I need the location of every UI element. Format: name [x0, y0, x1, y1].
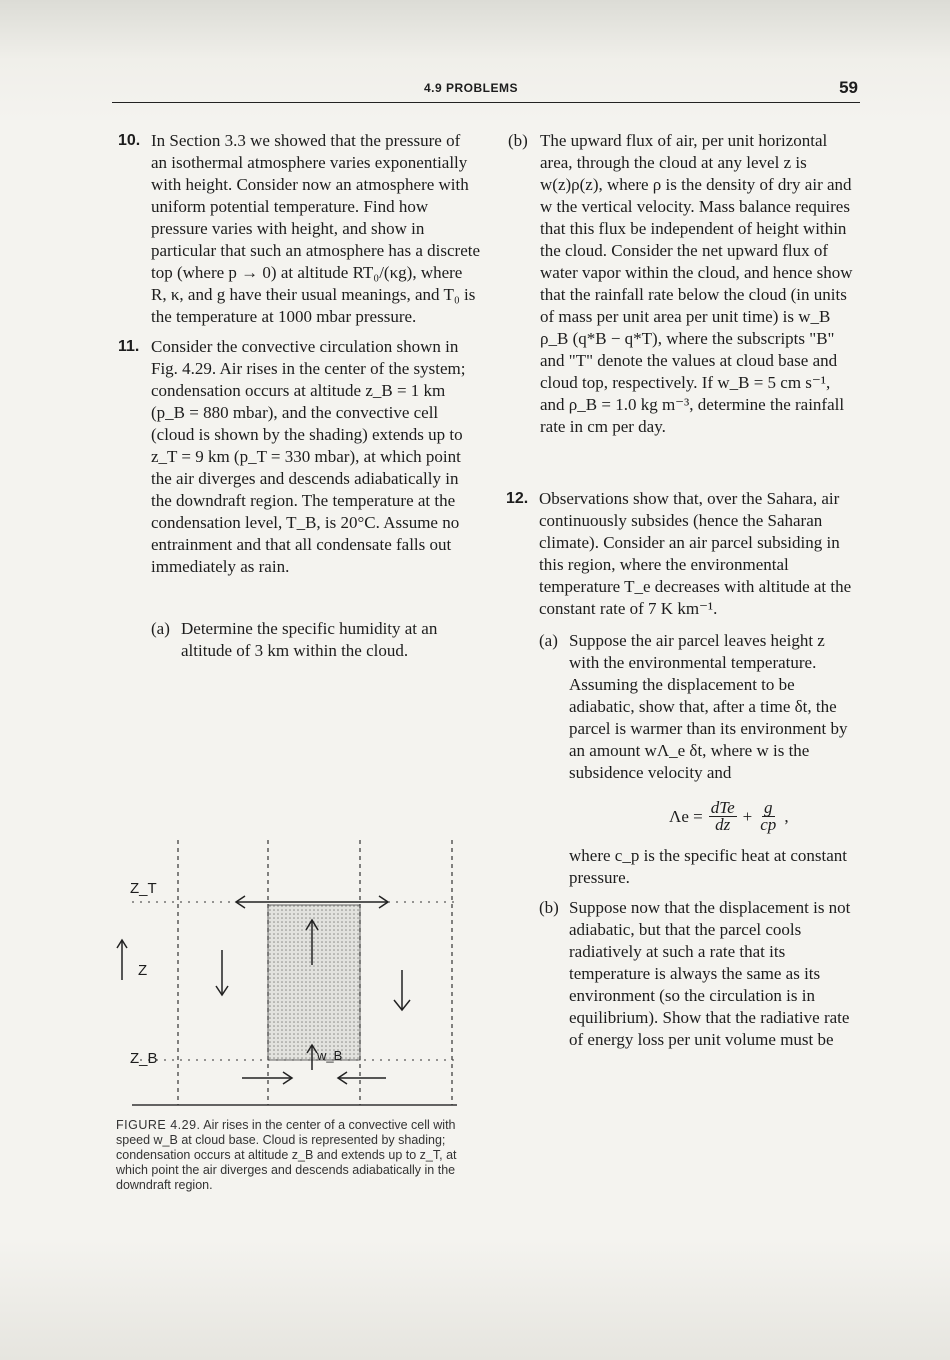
problem-12-part-a — [539, 630, 858, 889]
fraction-denominator: cp — [760, 815, 777, 834]
fraction-numerator: g — [764, 798, 773, 817]
problem-text: Consider the convective circulation shown in Fig. 4.29. Air rises in the center of the system; condensation occurs at altitude z_B = 1 km (p_B = 880 mbar), and the convective cell (cloud is shown by the shading) extends up to z_T = 9 km (p_T = 330 mbar), at which point the air diverges and descends adiabatically in the downdraft region. The temperature at the condensation level, T_B, is 20°C. Assume no entrainment and that all condensate falls out immediately as rain. — [151, 337, 466, 576]
part-label: (a) — [539, 631, 558, 650]
caption-text: Air rises in the center of a convective cell with speed w_B at cloud base. Cloud is represented by shading; condensation occurs at altitude z_B and extends up to z_T, at which point the air diverges and descends adiabatically in the downdraft region. — [116, 1118, 457, 1192]
part-text-continued: where c_p is the specific heat at constant pressure. — [569, 846, 848, 887]
fraction-denominator: dz — [715, 815, 731, 834]
page-number: 59 — [839, 78, 858, 97]
label-w-b: w_B — [317, 1048, 343, 1063]
label-z: Z — [138, 962, 148, 979]
part-label: (a) — [151, 619, 170, 638]
left-column — [118, 130, 480, 670]
part-label: (b) — [539, 898, 559, 917]
fraction-g-cp — [758, 800, 778, 833]
right-column — [506, 130, 858, 1059]
running-head: 4.9 PROBLEMS — [424, 81, 519, 95]
z-axis-arrow — [117, 940, 127, 980]
caption-label: FIGURE 4.29. — [116, 1118, 201, 1132]
part-text: Suppose now that the displacement is not adiabatic, but that the parcel cools radiatively at such a rate that its temperature is always the same as its environment (so the circulation is in equilibrium). Show that the radiative rate of energy loss per unit volume must be — [569, 898, 851, 1049]
problem-11-part-b — [508, 130, 858, 438]
downdraft-arrow-right — [394, 970, 410, 1010]
convective-cell-diagram — [112, 820, 474, 1110]
label-z-top: Z_T — [130, 880, 157, 897]
problem-12 — [506, 488, 858, 1051]
part-text: Determine the specific humidity at an altitude of 3 km within the cloud. — [181, 619, 438, 660]
figure-4-29 — [112, 820, 474, 1110]
problem-11-part-a — [151, 618, 480, 662]
part-label: (b) — [508, 131, 528, 150]
page-header — [112, 78, 860, 103]
downdraft-arrow-left — [216, 950, 228, 995]
problem-10 — [118, 130, 480, 328]
problem-number: 10. — [118, 132, 141, 149]
inflow-arrow-left — [242, 1072, 292, 1084]
problem-12-part-b — [539, 897, 858, 1051]
cloud-shading — [268, 905, 360, 1060]
fraction-dte-dz — [709, 800, 737, 833]
problem-text: Observations show that, over the Sahara, air continuously subsides (hence the Saharan climate). Consider an air parcel subsiding in this region, where the environmental temperature T_e decreases with altitude at the constant rate of 7 K km⁻¹. — [539, 489, 852, 618]
problem-text: In Section 3.3 we showed that the pressure of an isothermal atmosphere varies exponentially with height. Consider now an atmosphere with uniform potential temperature. Find how pressure varies with height, and show in particular that such an atmosphere has a discrete top (where p → 0) at altitude RT₀/(κg), where R, κ, and g have their usual meanings, and T₀ is the temperature at 1000 mbar pressure. — [151, 131, 481, 326]
problem-number: 11. — [118, 338, 140, 355]
fraction-numerator: dTe — [710, 798, 735, 817]
part-text: Suppose the air parcel leaves height z with the environmental temperature. Assuming the displacement to be adiabatic, show that, after a time δt, the parcel is warmer than its environment by an amount wΛ_e δt, where w is the subsidence velocity and — [569, 631, 848, 782]
label-z-base: Z_B — [130, 1050, 158, 1067]
equation-plus: + — [742, 806, 753, 826]
problem-number: 12. — [506, 490, 529, 507]
inflow-arrow-right — [338, 1072, 386, 1084]
problem-11 — [118, 336, 480, 662]
figure-caption — [116, 1118, 472, 1193]
equation-end: , — [784, 806, 789, 826]
equation-lhs: Λe = — [669, 806, 703, 826]
part-text: The upward flux of air, per unit horizontal area, through the cloud at any level z is w(z)ρ(z), where ρ is the density of dry air and w the vertical velocity. Mass balance requires that this flux be independent of height within the cloud. Consider the net upward flux of water vapor within the cloud, and hence show that the rainfall rate below the cloud (in units of mass per unit area per unit time) is w_B ρ_B (q*B − q*T), where the subscripts "B" and "T" denote the values at cloud base and cloud top, respectively. If w_B = 5 cm s⁻¹, and ρ_B = 1.0 kg m⁻³, determine the rainfall rate in cm per day. — [540, 131, 853, 436]
lapse-rate-equation — [669, 800, 858, 833]
